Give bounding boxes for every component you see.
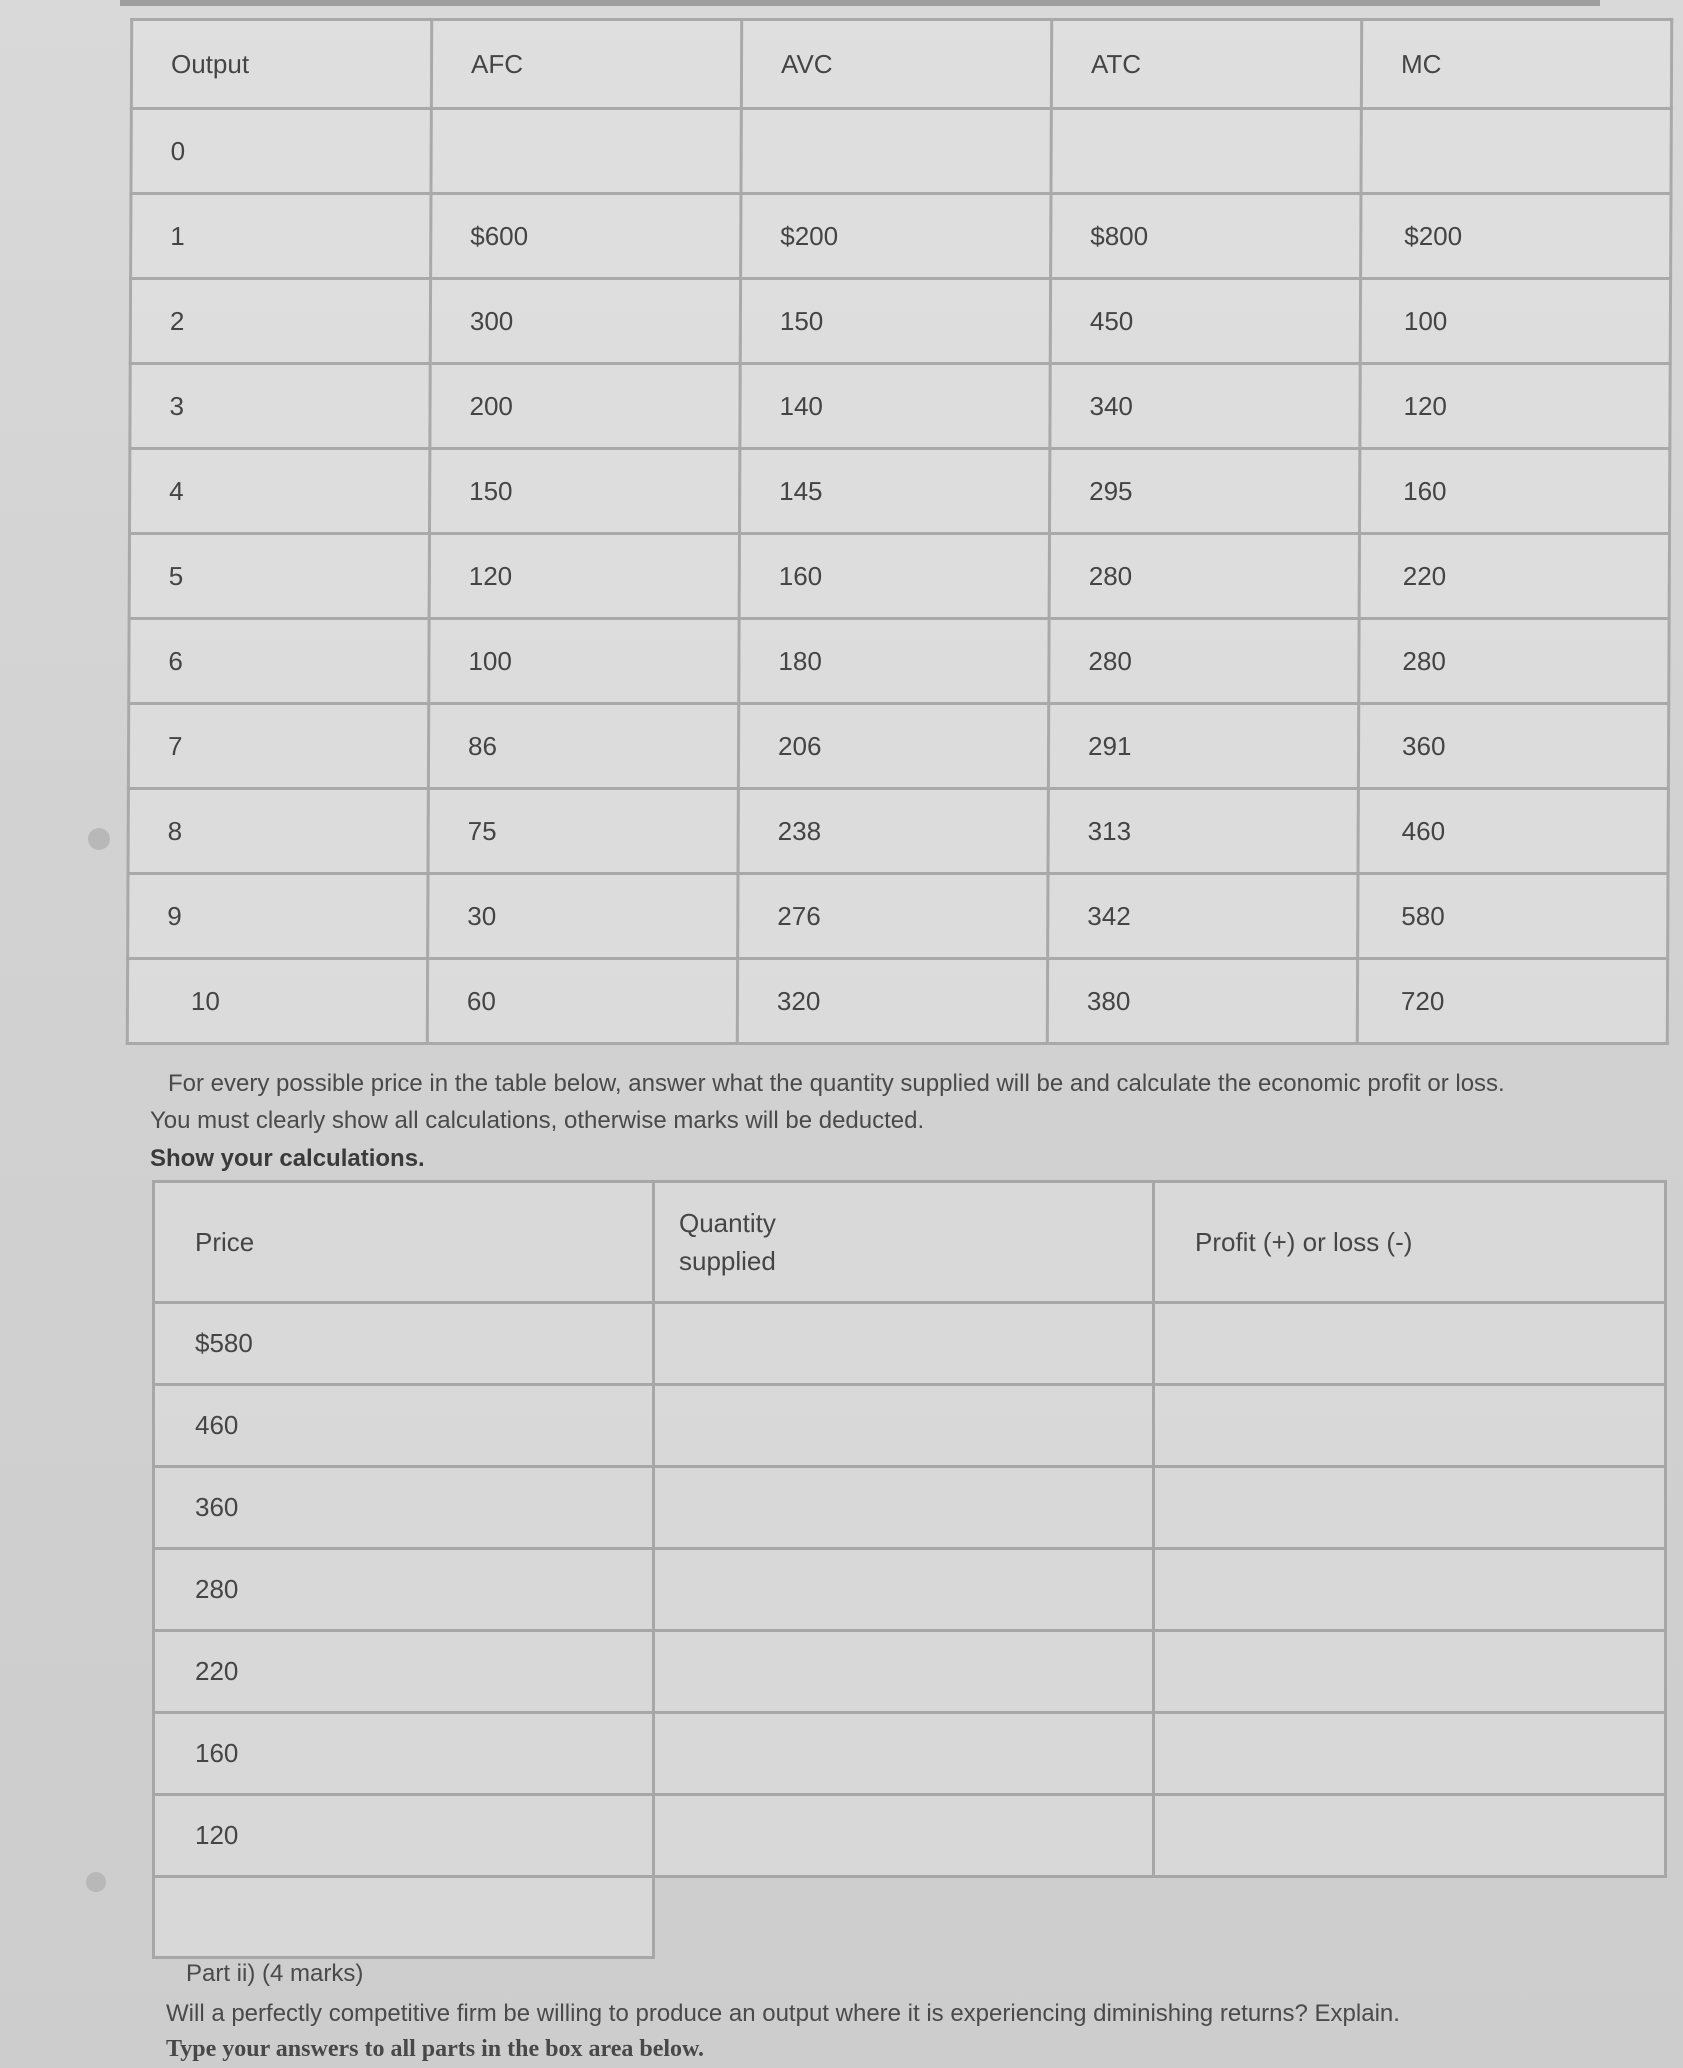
instruction-line-1: For every possible price in the table below, answer what the quantity supplied will be and calculate the economic profit or loss. (168, 1070, 1505, 1097)
avc-cell (741, 109, 1051, 194)
profit-answer-cell[interactable] (1154, 1549, 1666, 1631)
empty-space (654, 1877, 1154, 1958)
table-row (154, 1631, 1666, 1713)
output-cell: 8 (128, 789, 428, 874)
table-row (130, 364, 1670, 449)
empty-space (1154, 1877, 1666, 1958)
atc-cell: $800 (1051, 194, 1361, 279)
table-row (154, 1549, 1666, 1631)
quantity-answer-cell[interactable] (654, 1713, 1154, 1795)
part-ii-question: Will a perfectly competitive firm be willing to produce an output where it is experiencing diminishing returns? Explain. (166, 2000, 1400, 2027)
profit-answer-cell[interactable] (1154, 1467, 1666, 1549)
mc-cell: 100 (1360, 279, 1670, 364)
quantity-answer-cell[interactable] (654, 1467, 1154, 1549)
afc-cell: 60 (427, 959, 737, 1044)
mc-cell: 360 (1358, 704, 1668, 789)
table-row (154, 1877, 1666, 1958)
price-cell: 360 (154, 1467, 654, 1549)
profit-answer-cell[interactable] (1154, 1385, 1666, 1467)
table-row (154, 1303, 1666, 1385)
instruction-line-3: Show your calculations. (150, 1145, 425, 1172)
afc-cell: $600 (431, 194, 741, 279)
output-cell: 10 (127, 959, 427, 1044)
afc-cell: 120 (429, 534, 739, 619)
output-cell: 3 (130, 364, 430, 449)
afc-cell: 300 (430, 279, 740, 364)
answer-table (152, 1180, 1667, 1959)
header-quantity-line1: Quantity (679, 1208, 776, 1238)
mc-cell: 160 (1359, 449, 1669, 534)
table-row (130, 279, 1670, 364)
header-mc: MC (1361, 20, 1671, 109)
avc-cell: 276 (738, 874, 1048, 959)
atc-cell: 295 (1049, 449, 1359, 534)
atc-cell: 280 (1049, 619, 1359, 704)
avc-cell: 160 (739, 534, 1049, 619)
afc-cell: 86 (428, 704, 738, 789)
table-row (129, 449, 1669, 534)
avc-cell: 238 (738, 789, 1048, 874)
table-row (128, 704, 1668, 789)
table-row (131, 109, 1671, 194)
cost-schedule-table (126, 18, 1673, 1045)
atc-cell: 313 (1048, 789, 1358, 874)
mc-cell: 120 (1360, 364, 1670, 449)
output-cell: 9 (128, 874, 428, 959)
atc-cell: 291 (1048, 704, 1358, 789)
table-row (154, 1385, 1666, 1467)
price-cell: $580 (154, 1303, 654, 1385)
header-quantity-line2: supplied (679, 1246, 776, 1276)
cost-table-header-row (131, 20, 1671, 109)
paper-speck (86, 1872, 106, 1892)
header-output: Output (131, 20, 431, 109)
mc-cell: 720 (1357, 959, 1667, 1044)
quantity-answer-cell[interactable] (654, 1385, 1154, 1467)
quantity-answer-cell[interactable] (654, 1631, 1154, 1713)
profit-answer-cell[interactable] (1154, 1795, 1666, 1877)
output-cell: 0 (131, 109, 431, 194)
output-cell: 1 (131, 194, 431, 279)
header-atc: ATC (1051, 20, 1361, 109)
instruction-line-2: You must clearly show all calculations, otherwise marks will be deducted. (150, 1107, 925, 1134)
afc-cell: 100 (429, 619, 739, 704)
afc-cell: 150 (429, 449, 739, 534)
mc-cell: 280 (1359, 619, 1669, 704)
price-cell: 120 (154, 1795, 654, 1877)
output-cell: 5 (129, 534, 429, 619)
mc-cell: $200 (1361, 194, 1671, 279)
price-cell: 460 (154, 1385, 654, 1467)
avc-cell: 145 (739, 449, 1049, 534)
header-avc: AVC (741, 20, 1051, 109)
mc-cell: 220 (1359, 534, 1669, 619)
table-row (129, 534, 1669, 619)
table-row (127, 959, 1667, 1044)
table-row (154, 1713, 1666, 1795)
part-ii-label: Part ii) (4 marks) (186, 1960, 364, 1987)
table-row (131, 194, 1671, 279)
output-cell: 2 (130, 279, 430, 364)
empty-cell[interactable] (154, 1877, 654, 1958)
price-cell: 220 (154, 1631, 654, 1713)
quantity-answer-cell[interactable] (654, 1549, 1154, 1631)
table-row (128, 789, 1668, 874)
mc-cell (1361, 109, 1671, 194)
header-price: Price (154, 1182, 654, 1303)
atc-cell: 450 (1050, 279, 1360, 364)
atc-cell: 280 (1049, 534, 1359, 619)
atc-cell: 340 (1050, 364, 1360, 449)
atc-cell (1051, 109, 1361, 194)
header-quantity-supplied (654, 1182, 1154, 1303)
afc-cell: 30 (428, 874, 738, 959)
avc-cell: 320 (737, 959, 1047, 1044)
avc-cell: 150 (740, 279, 1050, 364)
mc-cell: 460 (1358, 789, 1668, 874)
header-profit-loss: Profit (+) or loss (-) (1154, 1182, 1666, 1303)
avc-cell: 180 (739, 619, 1049, 704)
avc-cell: $200 (741, 194, 1051, 279)
quantity-answer-cell[interactable] (654, 1795, 1154, 1877)
table-row (128, 874, 1668, 959)
profit-answer-cell[interactable] (1154, 1631, 1666, 1713)
header-afc: AFC (431, 20, 741, 109)
afc-cell (431, 109, 741, 194)
profit-answer-cell[interactable] (1154, 1303, 1666, 1385)
part-ii-instruction: Type your answers to all parts in the box area below. (166, 2036, 705, 2062)
profit-answer-cell[interactable] (1154, 1713, 1666, 1795)
output-cell: 7 (128, 704, 428, 789)
atc-cell: 380 (1047, 959, 1357, 1044)
mc-cell: 580 (1358, 874, 1668, 959)
table-row (154, 1467, 1666, 1549)
output-cell: 6 (129, 619, 429, 704)
atc-cell: 342 (1048, 874, 1358, 959)
afc-cell: 200 (430, 364, 740, 449)
paper-speck (88, 828, 110, 850)
price-cell: 160 (154, 1713, 654, 1795)
price-cell: 280 (154, 1549, 654, 1631)
cropped-header-text (120, 0, 1600, 6)
avc-cell: 206 (738, 704, 1048, 789)
table-row (154, 1795, 1666, 1877)
answer-table-header-row (154, 1182, 1666, 1303)
afc-cell: 75 (428, 789, 738, 874)
output-cell: 4 (129, 449, 429, 534)
quantity-answer-cell[interactable] (654, 1303, 1154, 1385)
avc-cell: 140 (740, 364, 1050, 449)
table-row (129, 619, 1669, 704)
